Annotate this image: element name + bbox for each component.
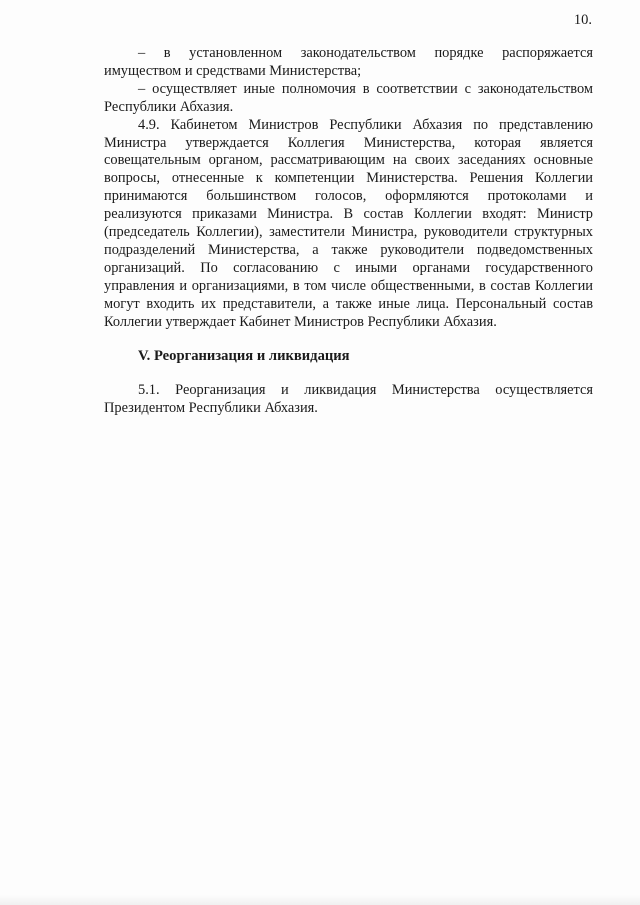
paragraph-disposes-property: – в установленном законодательством порядке распоряжается имуществом и средствами Министерства; [104,45,593,79]
paragraph-5-1: 5.1. Реорганизация и ликвидация Министерства осуществляется Президентом Республики Абхазия. [104,382,593,417]
scan-edge-shadow [0,895,640,905]
paragraph-4-9-collegium: 4.9. Кабинетом Министров Республики Абхазия по представлению Министра утверждается Коллегия Министерства, которая является совещательным органом, рассматривающим на своих заседаниях основные вопросы, отнесенные к компетенции Министерства. Решения Коллегии принимаются большинством голосов, оформляются протоколами и реализуются приказами Министра. В состав Коллегии входят: Министр (председатель Коллегии), заместители Министра, руководители структурных подразделений Министерства, а также руководители подведомственных организаций. По согласованию с иными органами государственного управления и организациями, в том числе общественными, в состав Коллегии могут входить их представители, а также иные лица. Персональный состав Коллегии утверждает Кабинет Министров Республики Абхазия. [104,116,593,330]
page-number: 10. [573,12,592,28]
paragraph-other-powers: – осуществляет иные полномочия в соответствии с законодательством Республики Абхазия. [104,80,593,115]
document-body [104,45,593,418]
section-heading-reorganization: V. Реорганизация и ликвидация [138,347,350,364]
